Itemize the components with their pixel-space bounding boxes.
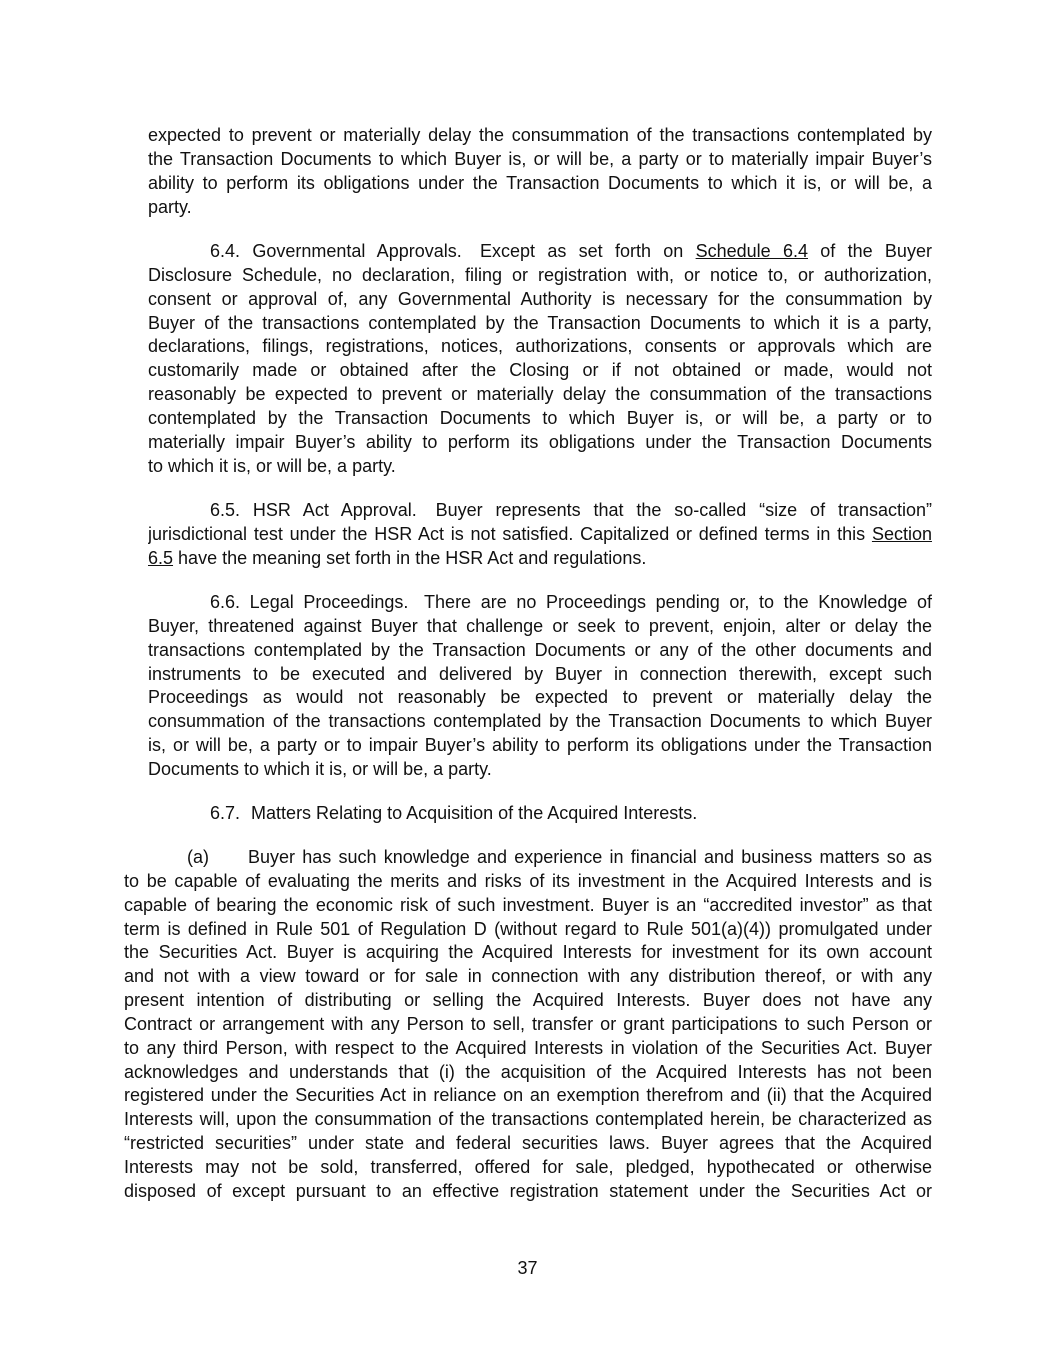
section-6-7 bbox=[148, 802, 932, 826]
text-segment: Buyer represents that the so-called “size of transaction” bbox=[435, 500, 932, 520]
paragraph-line: the Transaction Documents to which Buyer is, or will be, a party or to materially impair Buyer’s bbox=[148, 148, 932, 169]
paragraph-line: instruments to be executed and delivered by Buyer in connection therewith, except such bbox=[148, 663, 932, 684]
paragraph-line: contemplated by the Transaction Documents to which Buyer is, or will be, a party or to bbox=[148, 407, 932, 428]
paragraph-line: the Securities Act. Buyer is acquiring the Acquired Interests for investment for its own account bbox=[124, 942, 932, 963]
section-heading: Matters Relating to Acquisition of the Acquired Interests. bbox=[251, 803, 698, 823]
paragraph-line: Contract or arrangement with any Person to sell, transfer or grant participations to such Person or bbox=[124, 1013, 932, 1034]
paragraph-line: party. bbox=[148, 196, 192, 217]
text-segment: There are no Proceedings pending or, to the Knowledge of bbox=[424, 592, 932, 612]
paragraph-line: Buyer, threatened against Buyer that challenge or seek to prevent, enjoin, alter or delay the bbox=[148, 615, 932, 636]
text-segment: Except as set forth on bbox=[480, 241, 684, 261]
text-segment: have the meaning set forth in the HSR Act and regulations. bbox=[178, 547, 647, 568]
paragraph-line: declarations, filings, registrations, notices, authorizations, consents or approvals which are bbox=[148, 336, 932, 357]
paragraph-line: capable of bearing the economic risk of such investment. Buyer is an “accredited investor” as that bbox=[124, 894, 932, 915]
section-heading: HSR Act Approval. bbox=[252, 500, 417, 520]
paragraph-line: consummation of the transactions contemplated by the Transaction Documents to which Buyer bbox=[148, 711, 932, 732]
paragraph-line bbox=[148, 547, 932, 571]
paragraph-line bbox=[148, 499, 932, 523]
paragraph-line: to any third Person, with respect to the Acquired Interests in violation of the Securities Act. Buyer bbox=[124, 1037, 932, 1058]
paragraph-line: Interests will, upon the consummation of the transactions contemplated herein, be characterized as bbox=[124, 1109, 932, 1130]
section-number: 6.5. bbox=[210, 500, 241, 520]
cross-reference: Section bbox=[871, 523, 932, 544]
paragraph-line: ability to perform its obligations under the Transaction Documents to which it is, or will be, a bbox=[148, 172, 932, 193]
paragraph-line: materially impair Buyer’s ability to perform its obligations under the Transaction Documents bbox=[148, 431, 932, 452]
paragraph-line: “restricted securities” under state and federal securities laws. Buyer agrees that the Acquired bbox=[124, 1133, 932, 1154]
paragraph-line: is, or will be, a party or to impair Buyer’s ability to perform its obligations under the Transaction bbox=[148, 735, 932, 756]
subsection-6-7-a bbox=[124, 846, 932, 1204]
section-number: 6.4. bbox=[210, 241, 241, 261]
section-heading: Legal Proceedings. bbox=[249, 592, 409, 612]
paragraph-line: reasonably be expected to prevent or materially delay the consummation of the transactions bbox=[148, 384, 932, 405]
text-segment: jurisdictional test under the HSR Act is not satisfied. Capitalized or defined terms in this bbox=[148, 523, 866, 544]
paragraph-continuation bbox=[148, 124, 932, 219]
cross-reference: Schedule 6.4 bbox=[695, 241, 808, 261]
paragraph-line: acknowledges and understands that (i) the acquisition of the Acquired Interests has not been bbox=[124, 1061, 932, 1082]
paragraph-line bbox=[148, 802, 932, 826]
section-heading: Governmental Approvals. bbox=[252, 241, 462, 261]
paragraph-line: expected to prevent or materially delay the consummation of the transactions contemplated by bbox=[148, 125, 932, 145]
paragraph-line: Interests may not be sold, transferred, offered for sale, pledged, hypothecated or otherwise bbox=[124, 1156, 932, 1177]
paragraph-line: disposed of except pursuant to an effective registration statement under the Securities Act or bbox=[124, 1180, 932, 1201]
paragraph-line: consent or approval of, any Governmental Authority is necessary for the consummation by bbox=[148, 288, 932, 309]
paragraph-line: Documents to which it is, or will be, a party. bbox=[148, 758, 492, 779]
section-number: 6.7. bbox=[210, 803, 241, 823]
paragraph-line: to be capable of evaluating the merits and risks of its investment in the Acquired Interests and is bbox=[124, 870, 932, 891]
paragraph-line bbox=[124, 846, 932, 870]
section-6-5 bbox=[148, 499, 932, 571]
paragraph-line: registered under the Securities Act in reliance on an exemption therefrom and (ii) that the Acquired bbox=[124, 1085, 932, 1106]
paragraph-line: Buyer of the transactions contemplated by the Transaction Documents to which it is a party, bbox=[148, 312, 932, 333]
text-segment: of the Buyer bbox=[820, 241, 932, 261]
paragraph-line: term is defined in Rule 501 of Regulation D (without regard to Rule 501(a)(4)) promulgated under bbox=[124, 918, 932, 939]
paragraph-line: present intention of distributing or selling the Acquired Interests. Buyer does not have any bbox=[124, 990, 932, 1011]
paragraph-line bbox=[148, 523, 932, 547]
paragraph-line: transactions contemplated by the Transaction Documents or any of the other documents and bbox=[148, 639, 932, 660]
section-6-4 bbox=[148, 240, 932, 478]
paragraph-line: Proceedings as would not reasonably be expected to prevent or materially delay the bbox=[148, 687, 932, 708]
section-number: 6.6. bbox=[210, 592, 241, 612]
paragraph-line bbox=[148, 240, 932, 264]
text-segment: Buyer has such knowledge and experience in financial and business matters so as bbox=[248, 847, 932, 867]
section-6-6 bbox=[148, 591, 932, 782]
paragraph-line bbox=[148, 591, 932, 615]
subsection-label: (a) bbox=[187, 847, 209, 867]
paragraph-line: and not with a view toward or for sale in connection with any distribution thereof, or with any bbox=[124, 966, 932, 987]
page-number: 37 bbox=[517, 1258, 538, 1278]
paragraph-line: to which it is, or will be, a party. bbox=[148, 455, 396, 476]
cross-reference: 6.5 bbox=[148, 547, 174, 568]
paragraph-line: customarily made or obtained after the Closing or if not obtained or made, would not bbox=[148, 360, 932, 381]
paragraph-line: Disclosure Schedule, no declaration, filing or registration with, or notice to, or authorization, bbox=[148, 264, 932, 285]
